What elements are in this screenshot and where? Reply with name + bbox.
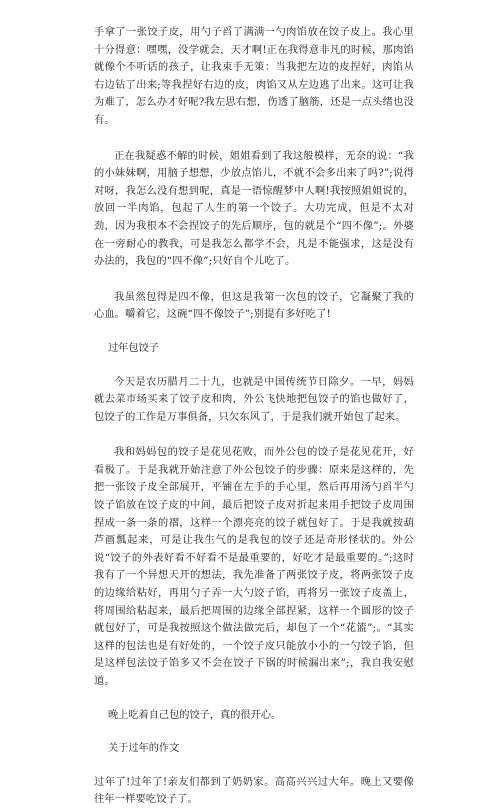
paragraph-family-gathering: 过年了!过年了!亲友们都到了奶奶家。高高兴兴过大年。晚上又要像往年一样要吃饺子了。 xyxy=(94,776,414,806)
document-page xyxy=(94,24,414,809)
section-heading-new-year-dumplings: 过年包饺子 xyxy=(108,342,159,354)
paragraph-spacer xyxy=(94,691,414,707)
paragraph-four-unlike: 我虽然包得是四不像，但这是我第一次包的饺子，它凝聚了我的心血。嚼着它，这碗“四不像饺子”;别提有多好吃了! xyxy=(94,291,414,321)
paragraph-spacer xyxy=(94,324,414,340)
paragraph-spacer xyxy=(94,758,414,774)
paragraph-spacer xyxy=(94,271,414,289)
paragraph-spacer xyxy=(94,130,414,148)
paragraph-new-years-eve: 今天是农历腊月二十九，也就是中国传统节日除夕。一早，妈妈就去菜市场买来了饺子皮和肉，外公飞快地把包饺子的馅也做好了，包饺子的工作是万事俱备，只欠东风了，于是我们就开始包了起来。 xyxy=(94,376,414,423)
paragraph-sister-advice: 正在我疑惑不解的时候，姐姐看到了我这般模样，无奈的说：“我的小妹妹啊，用脑子想想，少放点馅儿，不就不会多出来了吗?”;说得对呀，我怎么没有想到呢，真是一语惊醒梦中人啊!我按照姐姐说的，放回一半肉馅，包起了人生的第一个饺子。大功完成，但是不太对劲，因为我根本不会捏饺子的先后顺序，包的就是个“四不像”;。外婆在一旁耐心的教我，可是我怎么都学不会，凡是不能强求，这是没有办法的，我包的“四不像”;只好自个儿吃了。 xyxy=(94,150,414,268)
paragraph-evening-happy: 晚上吃着自己包的饺子，真的很开心。 xyxy=(108,709,282,721)
paragraph-spacer xyxy=(94,724,414,740)
paragraph-spacer xyxy=(94,426,414,444)
section-heading-new-year-essay: 关于过年的作文 xyxy=(108,743,180,755)
paragraph-dumpling-first-try: 手拿了一张饺子皮，用勺子舀了满满一勺肉馅放在饺子皮上。我心里十分得意：嘿嘿，没学就会，天才啊!正在我得意非凡的时候，那肉馅就像个不听话的孩子，让我束手无策：当我把左边的皮捏好，肉馅从右边钻了出来;等我捏好右边的皮，肉馅又从左边逃了出来。这可让我为难了，怎么办才好呢?我左思右想，伤透了脑筋，还是一点头绪也没有。 xyxy=(94,27,414,126)
paragraph-spacer xyxy=(94,358,414,374)
paragraph-grandpa-technique: 我和妈妈包的饺子是花见花败，而外公包的饺子是花见花开，好看极了。于是我就开始注意了外公包饺子的步骤：原来是这样的，先把一张饺子皮全部展开，平铺在左手的手心里，然后再用汤勺舀半勺饺子馅放在饺子皮的中间，最后把饺子皮对折起来用手把饺子皮周围捏成一条一条的褶，这样一个漂亮亮的饺子就包好了。于是我就按葫芦画瓢起来，可是让我生气的是我包的饺子还是奇形怪状的。外公说“饺子的外表好看不好看不是最重要的，好吃才是最重要的。”;这时我有了一个异想天开的想法，我先准备了两张饺子皮，将两张饺子皮的边缘给粘好，再用勺子弄一大勺饺子馅，再将另一张饺子皮盖上，将周围给粘起来，最后把周围的边缘全部捏紧，这样一个圆形的饺子就包好了，可是我按照这个做法做完后，却包了一个“花篮”;。“其实这样的包法也是有好处的，一个饺子皮只能放小小的一勺饺子馅，但是这样包法饺子馅多又不会在饺子下锅的时候漏出来”;，我自我安慰道。 xyxy=(94,447,414,687)
